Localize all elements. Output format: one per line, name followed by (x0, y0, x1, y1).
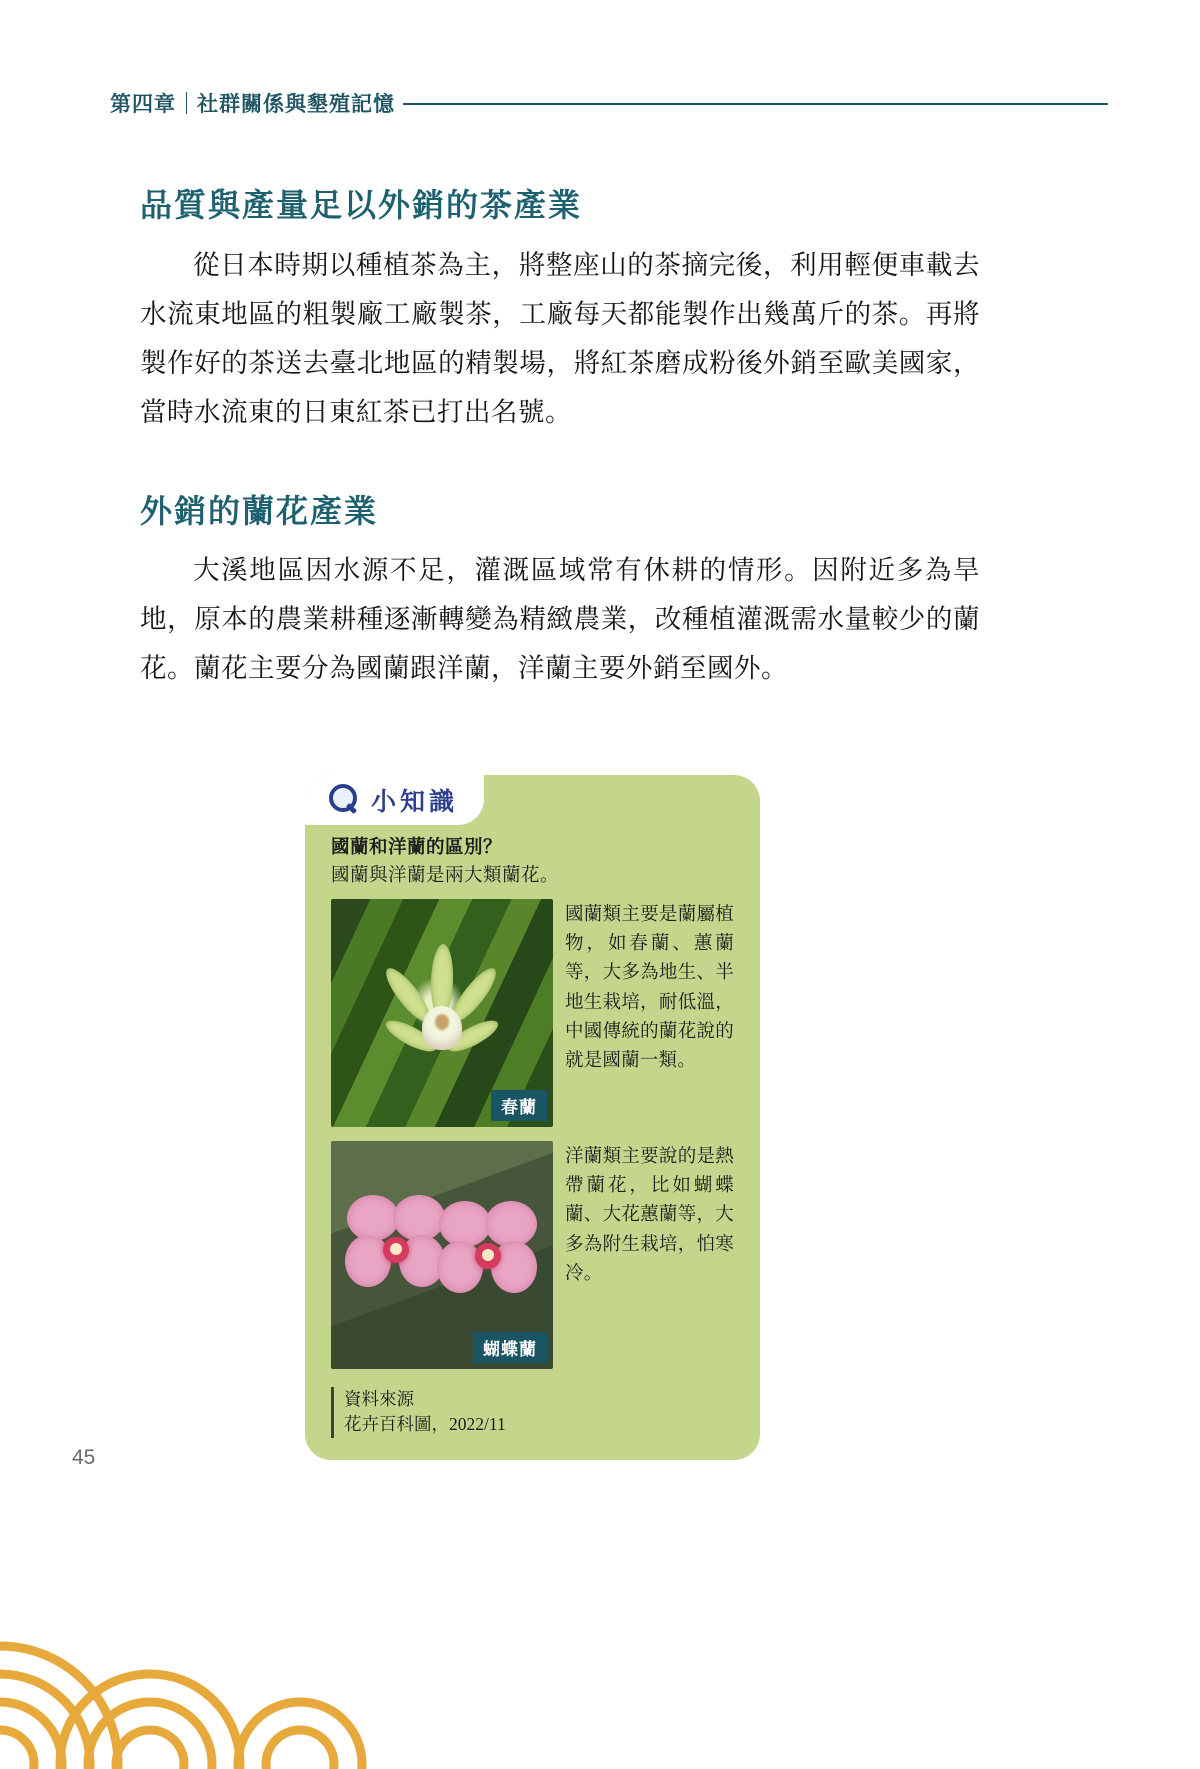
header-divider (186, 92, 187, 114)
knowledge-card-tab (305, 775, 484, 825)
phalaenopsis-caption: 蝴蝶蘭 (473, 1332, 547, 1363)
page-number: 45 (72, 1446, 96, 1469)
section-heading-tea: 品質與產量足以外銷的茶產業 (140, 187, 583, 223)
cymbidium-caption: 春蘭 (491, 1090, 547, 1121)
knowledge-card-wrapper (305, 775, 760, 1460)
section-spacer (140, 445, 980, 491)
source-value: 花卉百科圖，2022/11 (344, 1414, 506, 1435)
knowledge-answer-intro: 國蘭與洋蘭是兩大類蘭花。 (331, 866, 560, 886)
section-heading-orchid: 外銷的蘭花產業 (140, 492, 379, 529)
header-chapter: 第四章 (110, 92, 176, 116)
header-title: 社群關係與墾殖記憶 (197, 92, 395, 116)
body-content (140, 185, 980, 701)
knowledge-item-cymbidium (331, 899, 734, 1127)
cymbidium-photo (331, 899, 553, 1127)
section-paragraph-orchid: 大溪地區因水源不足，灌溉區域常有休耕的情形。因附近多為旱地，原本的農業耕種逐漸轉變為精緻農業，改種植灌溉需水量較少的蘭花。蘭花主要分為國蘭跟洋蘭，洋蘭主要外銷至國外。 (140, 555, 980, 684)
knowledge-question: 國蘭和洋蘭的區別？ (331, 838, 503, 858)
cymbidium-flower-illustration (382, 948, 502, 1078)
phalaenopsis-text: 洋蘭類主要說的是熱帶蘭花，比如蝴蝶蘭、大花蕙蘭等，大多為附生栽培，怕寒冷。 (565, 1147, 734, 1284)
knowledge-card (305, 775, 760, 1460)
running-header (110, 88, 1108, 118)
source-label: 資料來源 (344, 1389, 414, 1409)
knowledge-item-phalaenopsis (331, 1141, 734, 1369)
section-paragraph-tea: 從日本時期以種植茶為主，將整座山的茶摘完後，利用輕便車載去水流東地區的粗製廠工廠製茶，工廠每天都能製作出幾萬斤的茶。再將製作好的茶送去臺北地區的精製場，將紅茶磨成粉後外銷至歐美國家，當時水流東的日東紅茶已打出名號。 (140, 249, 980, 427)
decorative-arc-pattern (0, 1549, 460, 1769)
phalaenopsis-photo (331, 1141, 553, 1369)
cymbidium-text: 國蘭類主要是蘭屬植物，如春蘭、蕙蘭等，大多為地生、半地生栽培，耐低溫，中國傳統的蘭花說的就是國蘭一類。 (565, 905, 734, 1072)
knowledge-card-tab-label: 小知識 (371, 789, 459, 816)
source-note (331, 1387, 734, 1438)
header-rule (403, 103, 1108, 105)
phalaenopsis-flower-right (435, 1201, 543, 1309)
magnifier-icon (327, 783, 361, 817)
